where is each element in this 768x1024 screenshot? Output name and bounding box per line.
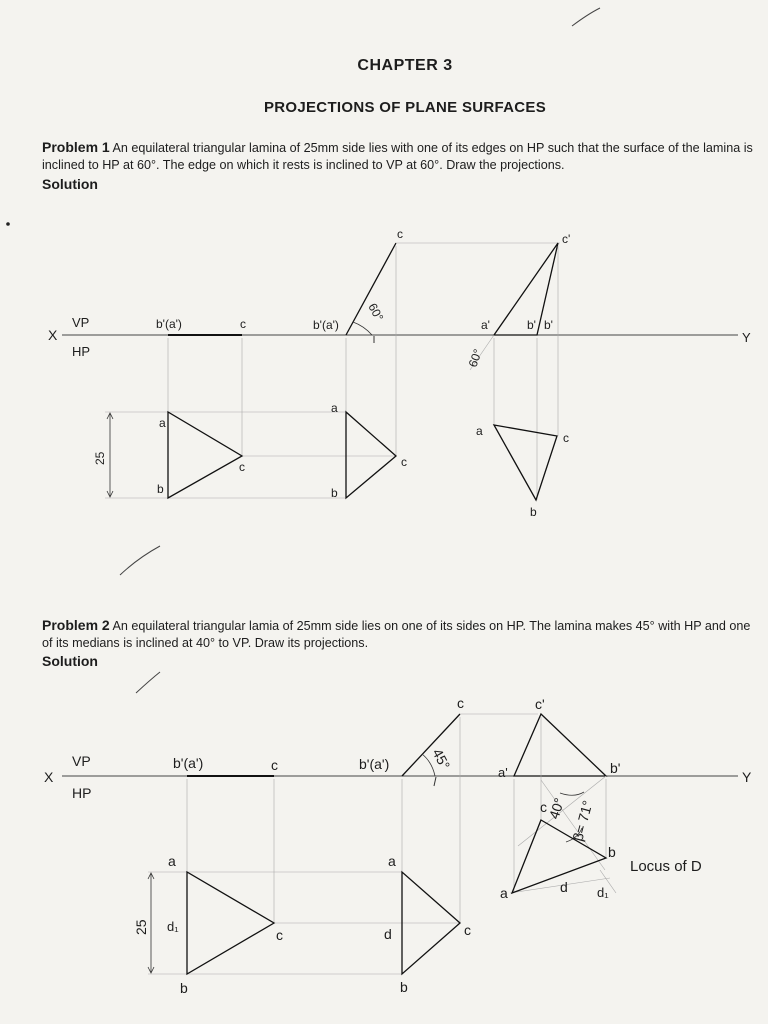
p2-v3-a-prime-label: a': [498, 765, 508, 780]
p2-v3-angle-40-arc: [560, 792, 584, 795]
p2-v3-b-label: b: [608, 844, 616, 860]
problem-1-solution-label: Solution: [42, 176, 98, 192]
problem-2-solution-label: Solution: [42, 653, 98, 669]
p1-hp-label: HP: [72, 344, 91, 359]
p2-v2-b-label: b: [400, 979, 408, 995]
p1-v3-c-label: c: [563, 431, 569, 445]
p1-v1-top-view-triangle: [168, 412, 242, 498]
p1-vp-label: VP: [72, 315, 90, 330]
p2-dim-25-label: 25: [133, 919, 149, 935]
p1-v1-b-label: b: [157, 482, 164, 496]
p2-v3-angle-40-label: 40°: [545, 795, 568, 821]
p1-v3-b-label: b: [530, 505, 537, 519]
p1-v2-top-view-triangle: [346, 412, 396, 498]
p1-v1-c-label: c: [239, 460, 245, 474]
p2-v3-d-label: d: [560, 879, 568, 895]
p2-locus-of-d-label: Locus of D: [630, 858, 702, 875]
section-heading: PROJECTIONS OF PLANE SURFACES: [263, 99, 547, 116]
p1-v1-a-label: a: [159, 416, 166, 430]
p2-v1-c-prime-label: c: [271, 757, 278, 773]
p2-v1-b-a-prime-label: b'(a'): [173, 755, 204, 771]
p2-v1-a-label: a: [168, 853, 176, 869]
p1-v3-a-label: a: [476, 424, 483, 438]
p1-v2-b-a-prime-label: b'(a'): [313, 318, 339, 332]
stray-marks: [6, 8, 600, 693]
p1-v2-b-label: b: [331, 486, 338, 500]
p1-v1-c-prime-label: c: [240, 317, 246, 331]
p1-v3-c-prime-label: c': [562, 232, 571, 246]
p1-v2-c-label: c: [401, 455, 407, 469]
problem-1-drawing: [48, 227, 751, 519]
p1-v3-b-prime-label-2: b': [544, 318, 553, 332]
problem-2-drawing: [44, 695, 752, 996]
problem-2-label: Problem 2: [42, 617, 110, 633]
p2-v1-top-view-triangle: [187, 872, 274, 974]
p1-v1-b-a-prime-label: b'(a'): [156, 317, 182, 331]
p2-v2-c-prime-label: c: [457, 695, 464, 711]
p1-x-label: X: [48, 327, 58, 343]
p1-y-label: Y: [742, 330, 751, 345]
p1-v2-angle-arc: [353, 322, 372, 335]
chapter-title: CHAPTER 3: [357, 57, 453, 74]
p2-v2-c-label: c: [464, 922, 471, 938]
p2-v2-front-view-edge: [402, 714, 460, 776]
p2-v3-top-view-triangle: [512, 820, 606, 893]
problem-1-label: Problem 1: [42, 139, 110, 155]
p2-v3-c-label: c: [540, 799, 547, 815]
p2-v2-b-a-prime-label: b'(a'): [359, 756, 390, 772]
p2-v1-d1-label: d₁: [167, 919, 179, 934]
p1-v3-b-prime-label-1: b': [527, 318, 536, 332]
p1-v2-angle-60-label: 60°: [365, 300, 387, 324]
problem-1-text: An equilateral triangular lamina of 25mm side lies with one of its edges on HP such that the surface of the lamina is inclined to HP at 60°. The edge on which it rests is inclined to VP at 60°. Draw the projections.: [42, 141, 753, 172]
p1-v2-c-prime-label: c: [397, 227, 403, 241]
p2-v2-d-label: d: [384, 926, 392, 942]
p1-dimension-25: [107, 413, 113, 497]
p1-v2-a-label: a: [331, 401, 338, 415]
p1-v2-front-view-edge: [346, 243, 396, 335]
p1-v3-angle-60-label: 60°: [465, 347, 486, 370]
p2-v2-a-label: a: [388, 853, 396, 869]
p2-v1-b-label: b: [180, 980, 188, 996]
p2-v3-a-label: a: [500, 885, 508, 901]
p2-v3-d1-label: d₁: [597, 885, 609, 900]
p2-x-label: X: [44, 769, 54, 785]
p2-vp-label: VP: [72, 753, 91, 769]
p2-v3-b-prime-label: b': [610, 760, 621, 776]
p2-v1-c-label: c: [276, 927, 283, 943]
p2-y-label: Y: [742, 769, 752, 785]
p2-v3-beta-label: β= 71°: [569, 798, 596, 843]
p2-hp-label: HP: [72, 785, 92, 801]
p1-dim-25-label: 25: [93, 451, 107, 465]
p2-v2-angle-45-label: 45°: [429, 745, 454, 773]
problem-2-text: An equilateral triangular lamia of 25mm side lies on one of its sides on HP. The lamina makes 45° with HP and one of its medians is inclined at 40° to VP. Draw its projections.: [42, 619, 751, 650]
p1-v3-a-prime-label: a': [481, 318, 490, 332]
p2-v3-c-prime-label: c': [535, 696, 545, 712]
p1-v3-top-view-triangle: [494, 425, 557, 500]
p2-v3-front-view-triangle: [514, 714, 606, 776]
